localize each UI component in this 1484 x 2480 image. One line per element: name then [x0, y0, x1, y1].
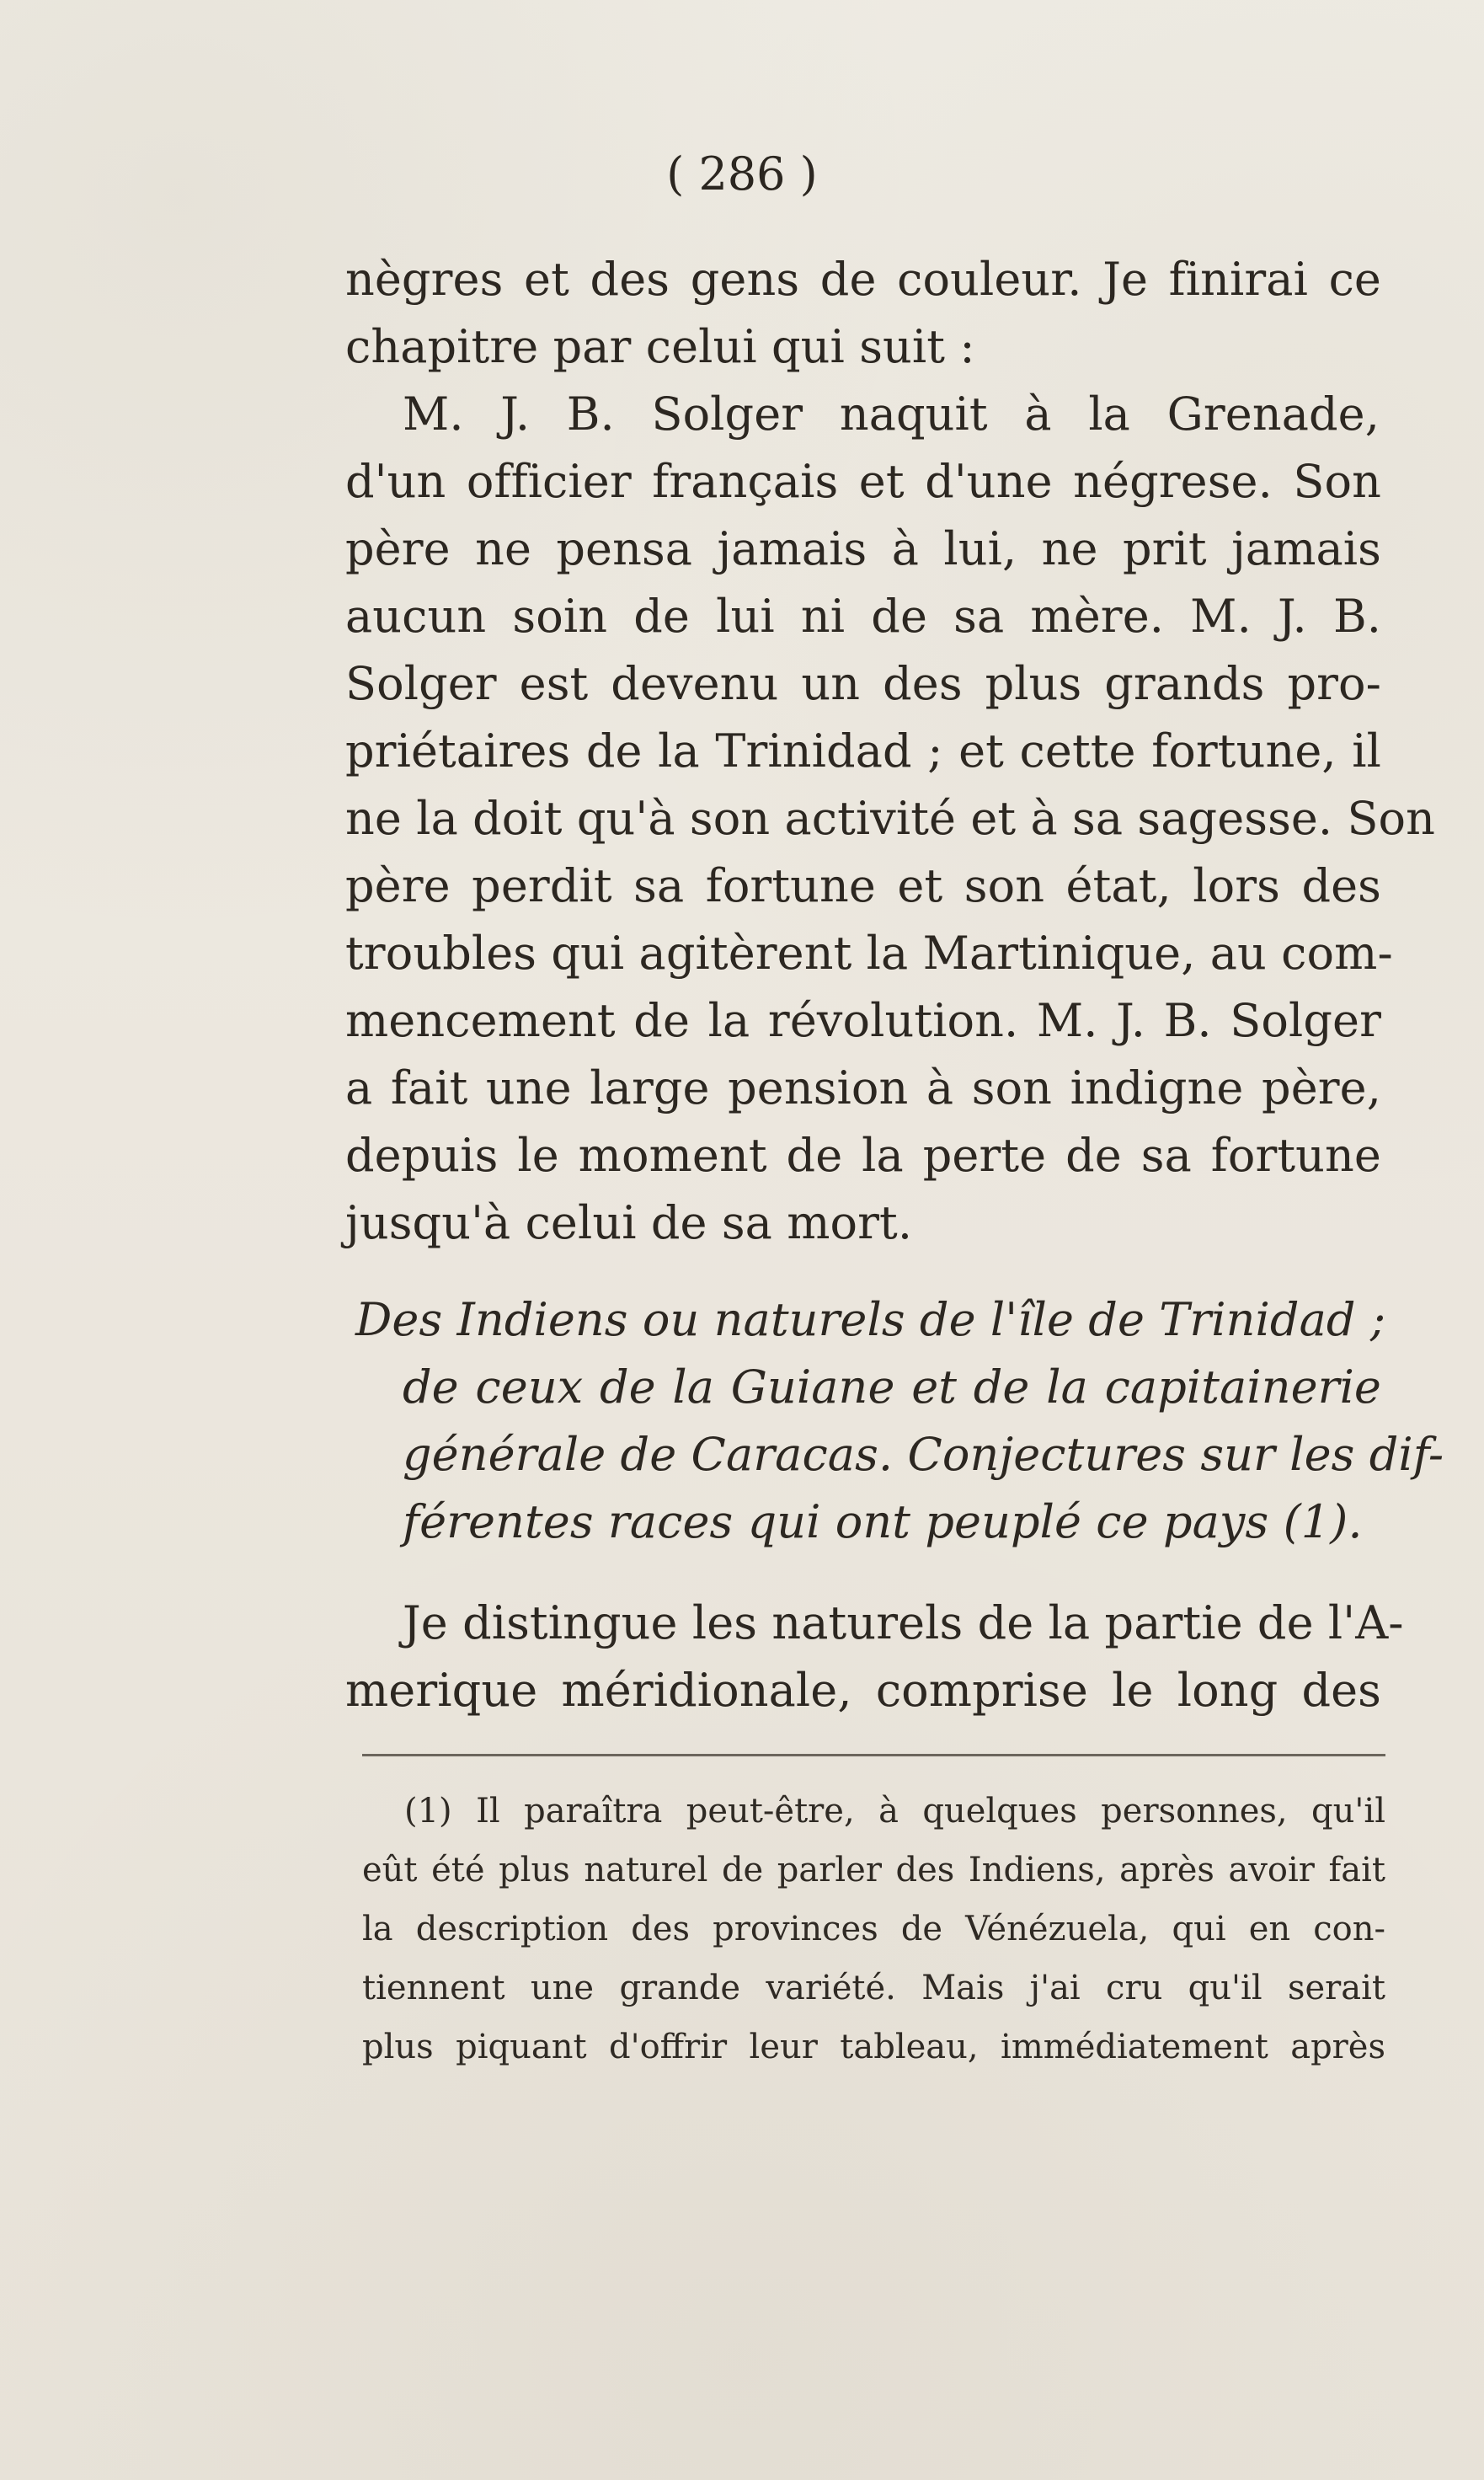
page-number-header: ( 286 )	[666, 147, 818, 200]
body-line: d'un officier français et d'une négrese. Son	[345, 455, 1381, 508]
body-line: aucun soin de lui ni de sa mère. M. J. B.	[345, 590, 1381, 643]
section-heading-line: Des Indiens ou naturels de l'île de Trinidad ;	[355, 1293, 1386, 1346]
footnote-line: plus piquant d'offrir leur tableau, immédiatement après	[362, 2028, 1385, 2066]
footnote-line: tiennent une grande variété. Mais j'ai cru qu'il serait	[362, 1969, 1385, 2007]
body-line: jusqu'à celui de sa mort.	[345, 1196, 913, 1249]
body-line: depuis le moment de la perte de sa fortune	[345, 1129, 1381, 1182]
body-line: priétaires de la Trinidad ; et cette fortune, il	[345, 724, 1381, 778]
body-line: père perdit sa fortune et son état, lors des	[345, 859, 1381, 912]
footnote-line: la description des provinces de Vénézuela, qui en con-	[362, 1910, 1385, 1948]
body-line: mencement de la révolution. M. J. B. Solger	[345, 994, 1381, 1047]
body-line: Solger est devenu un des plus grands pro-	[345, 657, 1381, 710]
body-line: troubles qui agitèrent la Martinique, au com-	[345, 927, 1393, 980]
section-heading-line: férentes races qui ont peuplé ce pays (1).	[403, 1495, 1363, 1548]
footnote-divider	[362, 1754, 1385, 1756]
footnote-line: eût été plus naturel de parler des Indiens, après avoir fait	[362, 1851, 1385, 1889]
section-heading-line: de ceux de la Guiane et de la capitainerie	[403, 1360, 1381, 1414]
body-line: ne la doit qu'à son activité et à sa sagesse. Son	[345, 792, 1436, 845]
body-line: a fait une large pension à son indigne père,	[345, 1061, 1381, 1114]
section-heading-line: générale de Caracas. Conjectures sur les dif-	[403, 1428, 1444, 1481]
paragraph-line: merique méridionale, comprise le long des	[345, 1664, 1381, 1717]
body-line: nègres et des gens de couleur. Je finirai ce	[345, 253, 1381, 306]
footnote-line: (1) Il paraîtra peut-être, à quelques personnes, qu'il	[404, 1792, 1385, 1831]
body-line: chapitre par celui qui suit :	[345, 320, 975, 373]
paragraph-line: Je distingue les naturels de la partie de l'A-	[403, 1596, 1404, 1649]
body-line: M. J. B. Solger naquit à la Grenade,	[403, 388, 1380, 441]
body-line: père ne pensa jamais à lui, ne prit jamais	[345, 522, 1381, 575]
